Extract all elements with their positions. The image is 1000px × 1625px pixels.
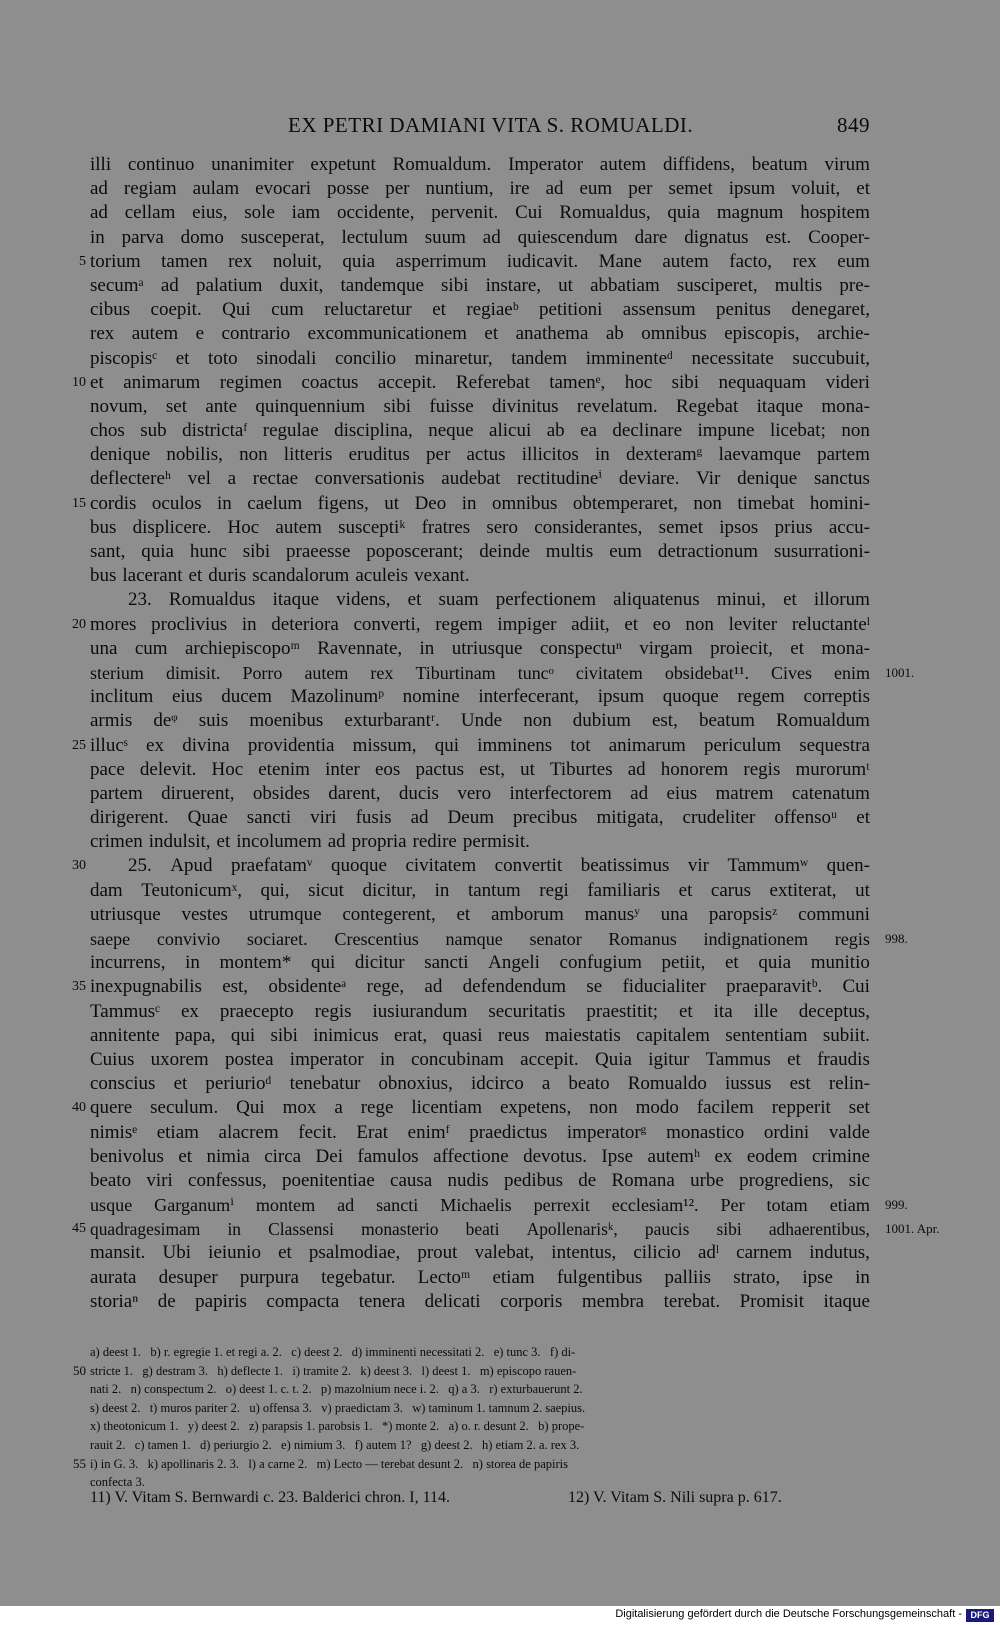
text-line: annitente papa, qui sibi inimicus erat, quasi reus maiestatis capitalem sententiam subiit. <box>90 1024 870 1046</box>
footnote-line <box>73 1455 870 1474</box>
text-line: sterium dimisit. Porro autem rex Tiburtinam tuncᵒ civitatem obsidebat¹¹. Cives enim 1001. <box>90 662 915 683</box>
text-line: 20 mores proclivius in deteriora converti, regem impiger adiit, et eo non leviter reluctanteˡ <box>90 613 870 637</box>
margin-date: 998. <box>885 931 908 946</box>
text-line: Tammusᶜ ex praecepto regis iusiurandum securitatis praestitit; et ita ille deceptus, <box>90 1000 870 1022</box>
text-line: chos sub districtaᶠ regulae disciplina, neque alicui ab ea declinare impune licebat; non <box>90 420 870 442</box>
text-line: saepe convivio sociaret. Crescentius namque senator Romanus indignationem regis 998. <box>90 929 908 949</box>
margin-date: 999. <box>885 1197 908 1213</box>
text-line: storiaⁿ de papiris compacta tenera delicati corporis membra terebat. Promisit itaque <box>90 1290 870 1312</box>
text-line: 10 et animarum regimen coactus accepit. Referebat tamenᵉ, hoc sibi nequaquam videri <box>90 371 870 395</box>
footer-credit: Digitalisierung gefördert durch die Deutsche Forschungsgemeinschaft - <box>615 1608 962 1620</box>
text-line: ad cellam eius, sole iam occidente, pervenit. Cui Romualdus, quia magnum hospitem <box>90 202 870 224</box>
text-line: secumᵃ ad palatium duxit, tandemque sibi instare, ut abbatiam susciperet, multis pre- <box>90 274 870 296</box>
text-line: partem diruerent, obsides darent, ducis vero interfectorem ad eius matrem catenatum <box>90 782 870 804</box>
text-line: sant, quia hunc sibi praeesse poposcerant; deinde multis eum detractionum susurrationi- <box>90 541 870 562</box>
text-line: conscius et periurioᵈ tenebatur obnoxius, idcirco a beato Romualdo iussus est relin- <box>90 1073 870 1095</box>
text-line: 5 torium tamen rex noluit, quia asperrimum iudicavit. Mane autem facto, rex eum <box>90 250 870 274</box>
running-title: EX PETRI DAMIANI VITA S. ROMUALDI. <box>288 113 694 137</box>
text-line: denique nobilis, non litteris eruditus per actus illicitos in dexteramᵍ laevamque partem <box>90 444 870 466</box>
line-number: 45 <box>72 1221 86 1237</box>
text-line: piscopisᶜ et toto sinodali concilio minaretur, tandem imminenteᵈ necessitate succubuit, <box>90 347 870 369</box>
footnote-line <box>90 1343 870 1362</box>
text-line: incurrens, in montem* qui dicitur sancti Angeli confugium petiit, et quia munitio <box>90 952 870 974</box>
text-line: aurata desuper purpura tegebatur. Lectoᵐ etiam fulgentibus palliis strato, ipse in <box>90 1266 870 1288</box>
text-line: crimen indulsit, et incolumem ad propria redire permisit. <box>90 831 530 853</box>
text-line: 25 illucˢ ex divina providentia missum, qui imminens tot animarum periculum sequestra <box>90 734 870 758</box>
text-line: rex autem e contrario excommunicationem et anathema ab omnibus episcopis, archie- <box>90 323 870 345</box>
footnote-text: i) in G. 3. k) apollinaris 2. 3. l) a carne 2. m) Lecto — terebat desunt 2. n) storea de papiris <box>90 1456 568 1471</box>
margin-date: 1001. Apr. <box>885 1221 940 1237</box>
text-line: beato viri confessus, poenitentiae causa nudis pedibus de Romana urbe progrediens, sic <box>90 1169 870 1191</box>
line-number: 10 <box>72 374 86 390</box>
footnote-text: nati 2. n) conspectum 2. o) deest 1. c. t. 2. p) mazolnium nece i. 2. q) a 3. r) exturbauerunt 2. <box>90 1382 583 1397</box>
footnote-line <box>73 1362 870 1381</box>
dfg-logo: DFG <box>966 1609 994 1622</box>
text-line: benivolus et nimia circa Dei famulos affectione devotus. Ipse autemʰ ex eodem crimine <box>90 1145 870 1167</box>
line-number: 50 <box>73 1362 86 1378</box>
line-number: 25 <box>72 737 86 753</box>
text-line: mansit. Ubi ieiunio et psalmodiae, prout valebat, intentus, cilicio adˡ carnem indutus, <box>90 1242 870 1264</box>
text-line: dam Teutonicumˣ, qui, sicut dicitur, in tantum regi familiaris et carus extiterat, ut <box>90 879 870 901</box>
text-line: 30 25. Apud praefatamᵛ quoque civitatem convertit beatissimus vir Tammumʷ quen- <box>90 854 870 878</box>
line-number: 5 <box>79 253 86 269</box>
text-line: usque Garganumⁱ montem ad sancti Michaelis perrexit ecclesiam¹². Per totam etiam 999. <box>90 1195 908 1216</box>
text-line: armis deᵠ suis moenibus exturbarantʳ. Unde non dubium est, beatum Romualdum <box>90 710 870 732</box>
reference-11: 11) V. Vitam S. Bernwardi c. 23. Balderici chron. I, 114. <box>90 1489 451 1506</box>
text-line: dirigerent. Quae sancti viri fusis ad Deum precibus mitigata, crudeliter offensoᵘ et <box>90 807 870 829</box>
text-line: una cum archiepiscopoᵐ Ravennate, in utriusque conspectuⁿ virgam proiecit, et mona- <box>90 637 870 659</box>
footnote-line <box>90 1436 870 1455</box>
text-line: utriusque vestes utrumque contegerent, et amborum manusʸ una paropsisᶻ communi <box>90 903 870 925</box>
line-number: 20 <box>72 616 86 632</box>
text-line: bus displicere. Hoc autem susceptiᵏ fratres sero considerantes, semet ipsos prius accu- <box>90 516 870 538</box>
footnote-text: s) deest 2. t) muros pariter 2. u) offensa 3. v) praedictam 3. w) taminum 1. tamnum 2. saepius. <box>90 1400 586 1415</box>
footnote-line <box>90 1399 870 1418</box>
text-line: 35 inexpugnabilis est, obsidenteᵃ rege, ad defendendum se fiducialiter praeparavitᵇ. Cui <box>90 975 870 999</box>
footnote-text: rauit 2. c) tamen 1. d) periurgio 2. e) nimium 3. f) autem 1? g) deest 2. h) etiam 2. a. rex 3. <box>90 1437 580 1452</box>
text-line: Cuius uxorem postea imperator in concubinam accepit. Quia igitur Tammus et fraudis <box>90 1048 870 1070</box>
footnote-text: a) deest 1. b) r. egregie 1. et regi a. 2. c) deest 2. d) imminenti necessitati 2. e) tunc 3. f) di- <box>90 1345 576 1359</box>
text-line: ad regiam aulam evocari posse per nuntium, ire ad eum per semet ipsum voluit, et <box>90 178 870 200</box>
footnote-text: confecta 3. <box>90 1475 145 1490</box>
line-number: 15 <box>72 495 86 511</box>
text-line: illi continuo unanimiter expetunt Romualdum. Imperator autem diffidens, beatum virum <box>90 154 870 175</box>
reference-notes <box>90 1489 870 1507</box>
footnote-line <box>90 1417 870 1436</box>
footnote-text: x) theotonicum 1. y) deest 2. z) parapsis 1. parobsis 1. *) monte 2. a) o. r. desunt 2. b) prope- <box>90 1419 585 1434</box>
line-number: 30 <box>72 858 86 874</box>
line-number: 35 <box>72 979 86 995</box>
text-line: cibus coepit. Qui cum reluctaretur et regiaeᵇ petitioni assensum penitus denegaret, <box>90 299 870 321</box>
text-line: 40 quere seculum. Qui mox a rege licentiam expetens, non modo facilem repperit set <box>90 1096 870 1120</box>
text-line: 45 quadragesimam in Classensi monasterio beati Apollenarisᵏ, paucis sibi adhaerentibus, 1001. Apr. <box>90 1217 870 1241</box>
digitization-footer <box>0 1606 1000 1625</box>
text-line: bus lacerant et duris scandalorum aculeis vexant. <box>90 565 470 587</box>
textual-apparatus <box>73 1343 870 1492</box>
page-number: 849 <box>837 113 870 137</box>
reference-12: 12) V. Vitam S. Nili supra p. 617. <box>568 1489 782 1506</box>
footnote-line <box>90 1380 870 1399</box>
line-number: 40 <box>72 1100 86 1116</box>
footnote-text: stricte 1. g) destram 3. h) deflecte 1. i) tramite 2. k) deest 3. l) deest 1. m) episcopo rauen- <box>90 1363 577 1378</box>
text-line: pace delevit. Hoc etenim inter eos pactus est, ut Tiburtes ad honorem regis murorumᵗ <box>90 758 870 780</box>
text-line: novum, set ante quinquennium sibi fuisse divinitus revelatum. Regebat itaque mona- <box>90 395 870 417</box>
margin-date: 1001. <box>885 664 915 680</box>
line-number: 55 <box>73 1455 86 1471</box>
text-line: 15 cordis oculos in caelum figens, ut Deo in omnibus obtemperaret, non timebat homini- <box>90 492 870 516</box>
text-line: in parva domo susceperat, lectulum suum ad quiescendum dare dignatus est. Cooper- <box>90 226 870 248</box>
text-line: 23. Romualdus itaque videns, et suam perfectionem aliquatenus minui, et illorum <box>128 589 870 611</box>
text-line: inclitum eius ducem Mazolinumᵖ nomine interfecerant, ipsum quoque regem correptis <box>90 686 870 708</box>
running-header <box>90 113 870 143</box>
main-text <box>72 153 940 1314</box>
text-line: deflectereʰ vel a rectae conversationis audebat rectitudineⁱ deviare. Vir denique sanctus <box>90 468 870 490</box>
text-line: nimisᵉ etiam alacrem fecit. Erat enimᶠ praedictus imperatorᵍ monastico ordini valde <box>90 1121 870 1143</box>
